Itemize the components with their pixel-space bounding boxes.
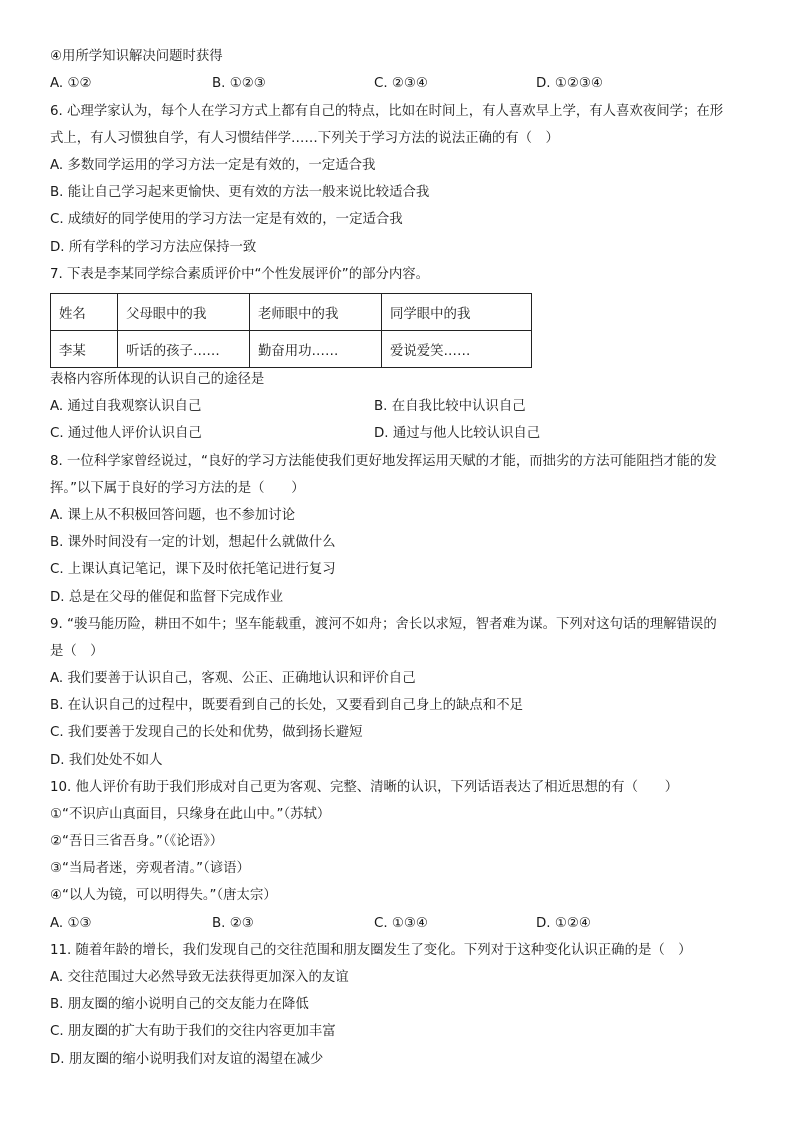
table-cell: 勤奋用功……	[250, 331, 382, 368]
option-b: B. ①②③	[212, 76, 266, 91]
question-10-item-2: ②“吾日三省吾身。”（《论语》）	[50, 834, 224, 849]
table-cell: 李某	[51, 331, 118, 368]
option-d: D. ①②③④	[536, 76, 603, 91]
option-a: A. ①②	[50, 76, 92, 91]
question-10-item-3: ③“当局者迷，旁观者清。”（谚语）	[50, 861, 250, 876]
question-8-option-a: A. 课上从不积极回答问题，也不参加讨论	[50, 508, 296, 523]
question-8-option-b: B. 课外时间没有一定的计划，想起什么就做什么	[50, 535, 336, 550]
table-cell: 听话的孩子……	[118, 331, 250, 368]
question-6-option-a: A. 多数同学运用的学习方法一定是有效的，一定适合我	[50, 158, 376, 173]
question-7-prompt: 表格内容所体现的认识自己的途径是	[50, 372, 265, 387]
question-9-option-c: C. 我们要善于发现自己的长处和优势，做到扬长避短	[50, 725, 363, 740]
table-header-cell: 老师眼中的我	[250, 294, 382, 331]
table-row	[51, 331, 532, 368]
question-11-stem: 11. 随着年龄的增长，我们发现自己的交往范围和朋友圈发生了变化。下列对于这种变化认识正确的是（ ）	[50, 943, 692, 958]
question-9-stem-cont: 是（ ）	[50, 644, 104, 659]
question-10-option-a: A. ①③	[50, 916, 92, 931]
question-7-option-b: B. 在自我比较中认识自己	[374, 399, 526, 414]
question-10-option-d: D. ①②④	[536, 916, 591, 931]
question-8-stem: 8. 一位科学家曾经说过，“良好的学习方法能使我们更好地发挥运用天赋的才能，而拙劣的方法可能阻挡才能的发	[50, 454, 717, 469]
question-9-option-b: B. 在认识自己的过程中，既要看到自己的长处，又要看到自己身上的缺点和不足	[50, 698, 523, 713]
table-header-row	[51, 294, 532, 331]
question-9-stem: 9. “骏马能历险，耕田不如牛；坚车能载重，渡河不如舟；舍长以求短，智者难为谋。下列对这句话的理解错误的	[50, 617, 717, 632]
question-7-option-a: A. 通过自我观察认识自己	[50, 399, 202, 414]
question-9-option-d: D. 我们处处不如人	[50, 753, 163, 768]
question-10-stem: 10. 他人评价有助于我们形成对自己更为客观、完整、清晰的认识，下列话语表达了相近思想的有（ ）	[50, 780, 679, 795]
question-6-option-c: C. 成绩好的同学使用的学习方法一定是有效的，一定适合我	[50, 212, 403, 227]
question-10-option-b: B. ②③	[212, 916, 254, 931]
table-header-cell: 同学眼中的我	[382, 294, 532, 331]
question-6-option-d: D. 所有学科的学习方法应保持一致	[50, 240, 257, 255]
option-c: C. ②③④	[374, 76, 428, 91]
question-8-option-d: D. 总是在父母的催促和监督下完成作业	[50, 590, 284, 605]
table-header-cell: 父母眼中的我	[118, 294, 250, 331]
question-11-option-c: C. 朋友圈的扩大有助于我们的交往内容更加丰富	[50, 1024, 336, 1039]
question-8-option-c: C. 上课认真记笔记，课下及时依托笔记进行复习	[50, 562, 336, 577]
table-cell: 爱说爱笑……	[382, 331, 532, 368]
table-header-cell: 姓名	[51, 294, 118, 331]
question-6-stem-cont: 式上，有人习惯独自学，有人习惯结伴学……下列关于学习方法的说法正确的有（ ）	[50, 131, 559, 146]
question-6-stem: 6. 心理学家认为，每个人在学习方式上都有自己的特点，比如在时间上，有人喜欢早上学，有人喜欢夜间学；在形	[50, 104, 724, 119]
question-10-item-1: ①“不识庐山真面目，只缘身在此山中。”（苏轼）	[50, 807, 331, 822]
evaluation-table	[50, 293, 532, 368]
question-11-option-d: D. 朋友圈的缩小说明我们对友谊的渴望在减少	[50, 1052, 324, 1067]
question-7-option-c: C. 通过他人评价认识自己	[50, 426, 202, 441]
question-7-stem: 7. 下表是李某同学综合素质评价中“个性发展评价”的部分内容。	[50, 267, 430, 282]
question-6-option-b: B. 能让自己学习起来更愉快、更有效的方法一般来说比较适合我	[50, 185, 430, 200]
question-10-option-c: C. ①③④	[374, 916, 428, 931]
option-line: ④用所学知识解决问题时获得	[50, 49, 223, 64]
question-8-stem-cont: 挥。”以下属于良好的学习方法的是（ ）	[50, 481, 305, 496]
question-11-option-b: B. 朋友圈的缩小说明自己的交友能力在降低	[50, 997, 309, 1012]
question-10-item-4: ④“以人为镜，可以明得失。”（唐太宗）	[50, 888, 277, 903]
question-11-option-a: A. 交往范围过大必然导致无法获得更加深入的友谊	[50, 970, 349, 985]
question-9-option-a: A. 我们要善于认识自己，客观、公正、正确地认识和评价自己	[50, 671, 416, 686]
question-7-option-d: D. 通过与他人比较认识自己	[374, 426, 541, 441]
